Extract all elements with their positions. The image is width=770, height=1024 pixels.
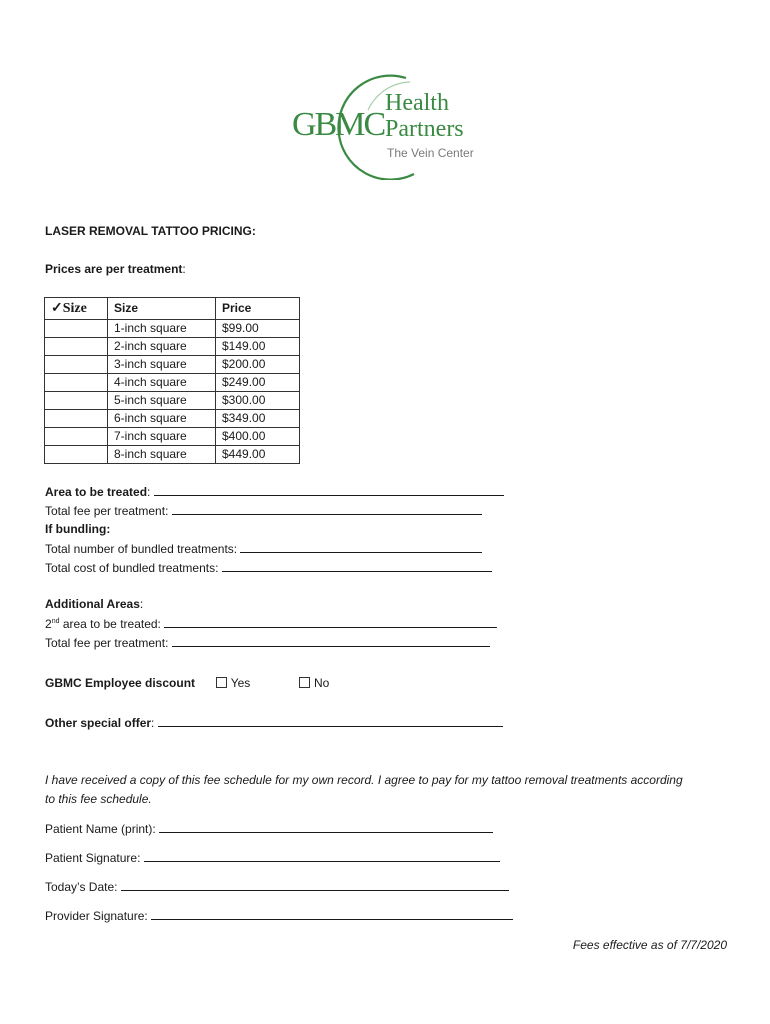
- select-cell[interactable]: [45, 338, 108, 356]
- price-cell: $149.00: [216, 338, 300, 356]
- select-cell[interactable]: [45, 320, 108, 338]
- price-cell: $449.00: [216, 446, 300, 464]
- total-fee-label: Total fee per treatment:: [45, 504, 169, 518]
- other-offer-input-line[interactable]: [158, 715, 503, 727]
- provider-signature-row: [45, 908, 513, 923]
- no-checkbox[interactable]: [299, 677, 310, 688]
- bundled-count-row: [45, 541, 482, 556]
- table-row: [45, 446, 300, 464]
- gbmc-logo: [286, 70, 496, 180]
- logo-gbmc-text: GBMC: [292, 106, 385, 143]
- table-row: [45, 410, 300, 428]
- prices-note: Prices are per treatment:: [45, 262, 186, 276]
- size-cell: 6-inch square: [108, 410, 216, 428]
- select-cell[interactable]: [45, 428, 108, 446]
- select-cell[interactable]: [45, 410, 108, 428]
- todays-date-input-line[interactable]: [121, 879, 509, 891]
- table-row: [45, 338, 300, 356]
- size-cell: 3-inch square: [108, 356, 216, 374]
- bundled-cost-input-line[interactable]: [222, 560, 492, 572]
- employee-discount-row: [45, 676, 329, 690]
- patient-name-row: [45, 821, 493, 836]
- price-cell: $300.00: [216, 392, 300, 410]
- logo-health-text: Health: [385, 90, 449, 116]
- employee-discount-label: GBMC Employee discount: [45, 676, 196, 690]
- size-cell: 2-inch square: [108, 338, 216, 356]
- table-row: [45, 428, 300, 446]
- select-cell[interactable]: [45, 374, 108, 392]
- price-cell: $249.00: [216, 374, 300, 392]
- other-offer-label: Other special offer: [45, 716, 152, 730]
- bundled-cost-label: Total cost of bundled treatments:: [45, 561, 219, 575]
- logo-partners-text: Partners: [385, 116, 464, 142]
- size-cell: 1-inch square: [108, 320, 216, 338]
- area-field-row: Area to be treated:: [45, 484, 504, 499]
- table-row: [45, 356, 300, 374]
- second-area-input-line[interactable]: [164, 616, 497, 628]
- select-cell[interactable]: [45, 392, 108, 410]
- price-table: [44, 297, 300, 464]
- total-fee-input-line[interactable]: [172, 503, 482, 515]
- table-row: [45, 320, 300, 338]
- page-title: LASER REMOVAL TATTOO PRICING:: [45, 224, 256, 238]
- size-cell: 4-inch square: [108, 374, 216, 392]
- price-cell: $200.00: [216, 356, 300, 374]
- size-cell: 7-inch square: [108, 428, 216, 446]
- yes-checkbox[interactable]: [216, 677, 227, 688]
- total-fee2-label: Total fee per treatment:: [45, 636, 169, 650]
- patient-signature-label: Patient Signature:: [45, 851, 141, 865]
- table-row: [45, 392, 300, 410]
- logo-subtitle: The Vein Center: [387, 146, 474, 160]
- select-column-header: ✓Size: [45, 298, 108, 320]
- size-cell: 5-inch square: [108, 392, 216, 410]
- price-cell: $99.00: [216, 320, 300, 338]
- bundled-count-label: Total number of bundled treatments:: [45, 542, 238, 556]
- checkmark-icon: ✓: [51, 301, 63, 316]
- price-cell: $349.00: [216, 410, 300, 428]
- provider-signature-input-line[interactable]: [151, 908, 513, 920]
- table-header-row: [45, 298, 300, 320]
- total-fee2-input-line[interactable]: [172, 635, 490, 647]
- patient-signature-input-line[interactable]: [144, 850, 500, 862]
- area-label: Area to be treated: [45, 485, 148, 499]
- bundled-cost-row: [45, 560, 492, 575]
- bundled-count-input-line[interactable]: [240, 541, 482, 553]
- statement-line-1: I have received a copy of this fee schedule for my own record. I agree to pay for my tattoo removal treatments according: [45, 773, 683, 787]
- select-cell[interactable]: [45, 356, 108, 374]
- fees-effective-note: Fees effective as of 7/7/2020: [572, 938, 727, 952]
- total-fee-row: [45, 503, 482, 518]
- provider-signature-label: Provider Signature:: [45, 909, 148, 923]
- select-cell[interactable]: [45, 446, 108, 464]
- price-cell: $400.00: [216, 428, 300, 446]
- statement-line-2: to this fee schedule.: [45, 792, 152, 806]
- yes-option[interactable]: Yes: [216, 676, 251, 690]
- total-fee2-row: [45, 635, 490, 650]
- area-input-line[interactable]: [154, 484, 504, 496]
- price-column-header: Price: [216, 298, 300, 320]
- patient-signature-row: [45, 850, 500, 865]
- table-row: [45, 374, 300, 392]
- second-area-label: 2nd area to be treated:: [45, 617, 161, 631]
- size-cell: 8-inch square: [108, 446, 216, 464]
- no-option[interactable]: No: [299, 676, 329, 690]
- todays-date-row: [45, 879, 509, 894]
- second-area-row: [45, 616, 497, 631]
- additional-areas-label: Additional Areas:: [45, 597, 144, 611]
- patient-name-label: Patient Name (print):: [45, 822, 156, 836]
- other-offer-row: Other special offer:: [45, 715, 503, 730]
- todays-date-label: Today’s Date:: [45, 880, 118, 894]
- patient-name-input-line[interactable]: [159, 821, 493, 833]
- size-column-header: Size: [108, 298, 216, 320]
- bundling-label: If bundling:: [45, 522, 111, 536]
